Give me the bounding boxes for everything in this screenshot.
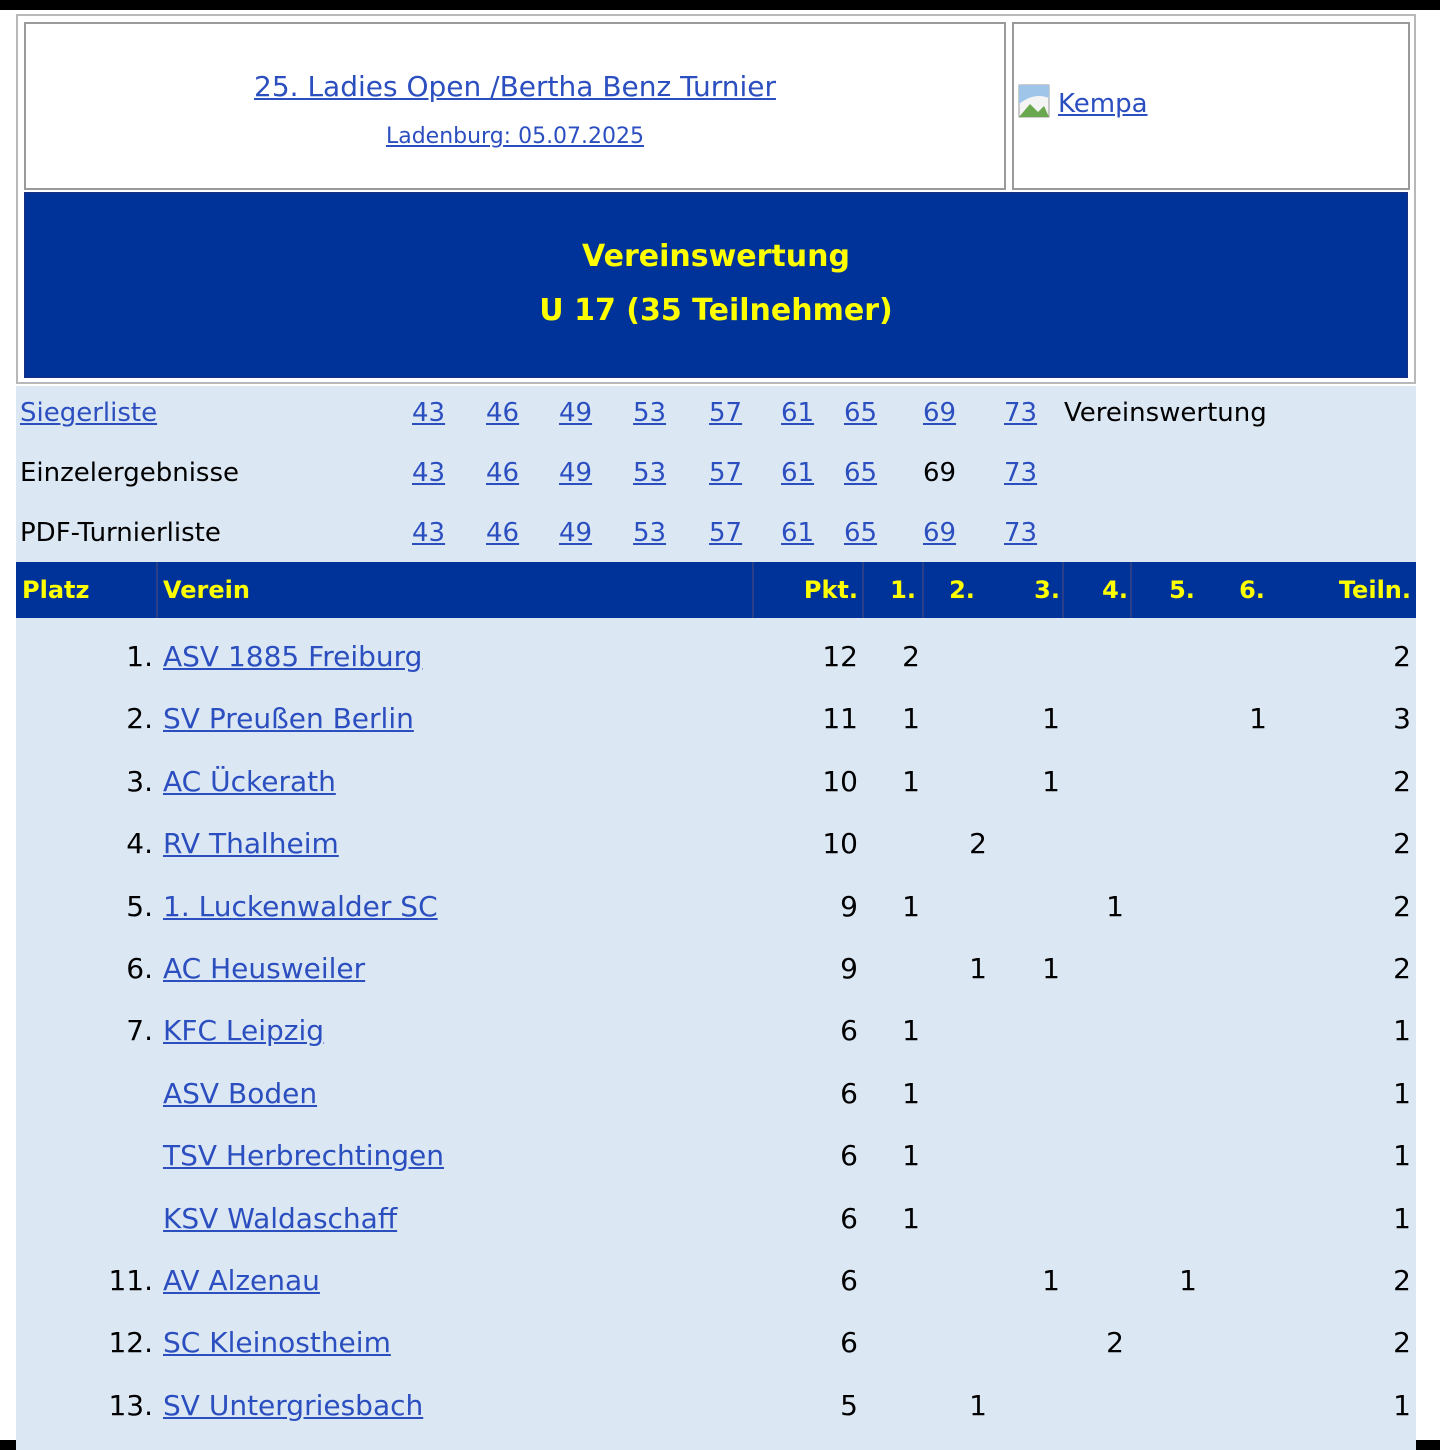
nav-row bbox=[16, 386, 1416, 442]
weight-class-link[interactable]: 46 bbox=[486, 458, 520, 488]
weight-class-link[interactable]: 61 bbox=[781, 518, 815, 548]
place-6-count bbox=[1232, 751, 1284, 813]
weight-class-link[interactable]: 61 bbox=[781, 458, 815, 488]
points-cell: 6 bbox=[840, 1326, 858, 1360]
table-row bbox=[16, 938, 1416, 1000]
place-5-count bbox=[1162, 876, 1214, 938]
place-2-count: 1 bbox=[969, 952, 987, 985]
nav-row-label: PDF-Turnierliste bbox=[20, 518, 221, 548]
place-cell: 6. bbox=[126, 952, 153, 985]
header-divider bbox=[752, 562, 754, 618]
results-table bbox=[16, 618, 1416, 1450]
table-row bbox=[16, 813, 1416, 875]
weight-class-link[interactable]: 57 bbox=[709, 398, 743, 428]
place-2-count bbox=[952, 876, 1004, 938]
weight-class-link[interactable]: 73 bbox=[1004, 398, 1038, 428]
table-row bbox=[16, 876, 1416, 938]
weight-class-link[interactable]: 65 bbox=[844, 398, 878, 428]
participants-count: 1 bbox=[1393, 1014, 1411, 1048]
banner-category: U 17 (35 Teilnehmer) bbox=[539, 293, 893, 328]
place-4-count bbox=[1086, 813, 1144, 875]
place-cell: 7. bbox=[126, 1014, 153, 1048]
weight-class-link[interactable]: 65 bbox=[844, 458, 878, 488]
weight-class-link[interactable]: 65 bbox=[844, 518, 878, 548]
club-link[interactable]: ASV 1885 Freiburg bbox=[163, 640, 423, 673]
place-6-count bbox=[1232, 1063, 1284, 1125]
place-6-count bbox=[1232, 938, 1284, 1000]
current-view-label: Vereinswertung bbox=[1064, 398, 1267, 428]
header-divider bbox=[922, 562, 924, 618]
place-2-count bbox=[952, 1063, 1004, 1125]
place-6-count bbox=[1232, 626, 1284, 688]
place-4-count bbox=[1086, 1063, 1144, 1125]
place-cell: 12. bbox=[108, 1326, 153, 1360]
points-cell: 9 bbox=[840, 952, 858, 985]
place-6-count bbox=[1232, 1188, 1284, 1250]
place-5-count bbox=[1162, 626, 1214, 688]
place-cell: 2. bbox=[126, 702, 153, 736]
table-row bbox=[16, 751, 1416, 813]
tournament-title-link[interactable]: 25. Ladies Open /Bertha Benz Turnier bbox=[254, 70, 776, 103]
table-row bbox=[16, 1000, 1416, 1062]
weight-class-link[interactable]: 53 bbox=[633, 458, 667, 488]
points-cell: 10 bbox=[822, 827, 858, 861]
place-2-count bbox=[952, 751, 1004, 813]
place-1-count bbox=[872, 813, 920, 875]
place-5-count bbox=[1162, 688, 1214, 750]
col-place-2: 2. bbox=[949, 576, 975, 604]
participants-count: 2 bbox=[1393, 827, 1411, 861]
weight-class-link[interactable]: 69 bbox=[923, 518, 957, 548]
place-4-count bbox=[1086, 938, 1144, 1000]
place-1-count: 2 bbox=[902, 640, 920, 673]
place-5-count bbox=[1162, 1188, 1214, 1250]
place-4-count bbox=[1086, 688, 1144, 750]
place-6-count bbox=[1232, 813, 1284, 875]
col-verein: Verein bbox=[163, 576, 250, 604]
points-cell: 12 bbox=[822, 640, 858, 673]
club-link[interactable]: SC Kleinostheim bbox=[163, 1326, 391, 1360]
participants-count: 1 bbox=[1393, 1139, 1411, 1173]
place-2-count bbox=[952, 1188, 1004, 1250]
place-cell bbox=[16, 1063, 153, 1125]
place-2-count bbox=[952, 688, 1004, 750]
table-row bbox=[16, 1375, 1416, 1437]
col-place-6: 6. bbox=[1239, 576, 1265, 604]
header-divider bbox=[1130, 562, 1132, 618]
place-3-count bbox=[1016, 813, 1060, 875]
place-5-count bbox=[1162, 938, 1214, 1000]
kempa-logo-alt: Kempa bbox=[1058, 89, 1148, 119]
col-pkt: Pkt. bbox=[803, 576, 858, 604]
place-4-count bbox=[1086, 626, 1144, 688]
club-link[interactable]: KFC Leipzig bbox=[163, 1014, 325, 1048]
points-cell: 9 bbox=[840, 889, 858, 923]
broken-image-icon bbox=[1018, 84, 1056, 124]
points-cell: 10 bbox=[822, 764, 858, 798]
place-cell: 11. bbox=[108, 1264, 153, 1297]
table-row bbox=[16, 1063, 1416, 1125]
title-cell bbox=[24, 22, 1006, 190]
header-table bbox=[16, 14, 1416, 384]
place-4-count bbox=[1086, 1250, 1144, 1312]
club-link[interactable]: AC Ückerath bbox=[163, 764, 336, 798]
club-link[interactable]: KSV Waldaschaff bbox=[163, 1201, 398, 1235]
club-link[interactable]: AV Alzenau bbox=[163, 1264, 320, 1297]
place-5-count: 1 bbox=[1179, 1264, 1197, 1297]
place-3-count bbox=[1016, 626, 1060, 688]
participants-count: 1 bbox=[1393, 1076, 1411, 1110]
place-5-count bbox=[1162, 1000, 1214, 1062]
points-cell: 6 bbox=[840, 1139, 858, 1173]
participants-count: 2 bbox=[1393, 764, 1411, 798]
place-5-count bbox=[1162, 1375, 1214, 1437]
club-link[interactable]: SV Untergriesbach bbox=[163, 1388, 424, 1422]
club-link[interactable]: ASV Boden bbox=[163, 1076, 318, 1110]
points-cell: 6 bbox=[840, 1076, 858, 1110]
participants-count: 2 bbox=[1393, 640, 1411, 673]
page bbox=[0, 10, 1440, 1440]
place-cell: 1. bbox=[126, 640, 153, 673]
place-1-count bbox=[872, 1375, 920, 1437]
place-3-count bbox=[1016, 876, 1060, 938]
points-cell: 11 bbox=[822, 702, 858, 736]
weight-class-link[interactable]: 69 bbox=[923, 398, 957, 428]
col-place-5: 5. bbox=[1169, 576, 1195, 604]
weight-class-link[interactable]: 53 bbox=[633, 398, 667, 428]
nav-row-label[interactable]: Siegerliste bbox=[20, 398, 158, 428]
club-link[interactable]: 1. Luckenwalder SC bbox=[163, 889, 438, 923]
participants-count: 2 bbox=[1393, 952, 1411, 985]
place-cell bbox=[16, 1188, 153, 1250]
place-3-count: 1 bbox=[1042, 764, 1060, 798]
weight-class-link[interactable]: 46 bbox=[486, 518, 520, 548]
place-2-count bbox=[952, 626, 1004, 688]
place-5-count bbox=[1162, 1063, 1214, 1125]
place-4-count: 2 bbox=[1106, 1326, 1124, 1360]
place-1-count: 1 bbox=[902, 1201, 920, 1235]
header-divider bbox=[156, 562, 158, 618]
club-link[interactable]: AC Heusweiler bbox=[163, 952, 366, 985]
participants-count: 2 bbox=[1393, 1326, 1411, 1360]
place-2-count bbox=[952, 1250, 1004, 1312]
place-6-count bbox=[1232, 876, 1284, 938]
place-cell: 4. bbox=[126, 827, 153, 861]
weight-class-link[interactable]: 73 bbox=[1004, 458, 1038, 488]
place-3-count bbox=[1016, 1000, 1060, 1062]
place-4-count bbox=[1086, 751, 1144, 813]
club-link[interactable]: RV Thalheim bbox=[163, 827, 339, 861]
place-3-count: 1 bbox=[1042, 952, 1060, 985]
nav-row bbox=[16, 506, 1416, 562]
place-1-count bbox=[872, 1312, 920, 1374]
place-cell: 3. bbox=[126, 764, 153, 798]
kempa-logo-link[interactable] bbox=[1018, 84, 1148, 124]
place-1-count bbox=[872, 1250, 920, 1312]
place-6-count bbox=[1232, 1312, 1284, 1374]
weight-class-link: 69 bbox=[923, 458, 957, 488]
place-4-count bbox=[1086, 1188, 1144, 1250]
place-5-count bbox=[1162, 813, 1214, 875]
place-3-count bbox=[1016, 1125, 1060, 1187]
weight-class-link[interactable]: 57 bbox=[709, 518, 743, 548]
place-6-count bbox=[1232, 1000, 1284, 1062]
points-cell: 6 bbox=[840, 1201, 858, 1235]
col-teilnehmer: Teiln. bbox=[1338, 576, 1411, 604]
points-cell: 6 bbox=[840, 1264, 858, 1297]
table-row bbox=[16, 1312, 1416, 1374]
place-2-count bbox=[952, 1125, 1004, 1187]
club-link[interactable]: TSV Herbrechtingen bbox=[163, 1139, 445, 1173]
place-cell bbox=[16, 1125, 153, 1187]
points-cell: 5 bbox=[840, 1388, 858, 1422]
weight-class-link[interactable]: 49 bbox=[559, 398, 593, 428]
logo-cell bbox=[1012, 22, 1410, 190]
place-1-count: 1 bbox=[902, 702, 920, 736]
place-3-count bbox=[1016, 1063, 1060, 1125]
place-2-count bbox=[952, 1000, 1004, 1062]
weight-class-link[interactable]: 53 bbox=[633, 518, 667, 548]
weight-class-link[interactable]: 49 bbox=[559, 458, 593, 488]
table-row bbox=[16, 626, 1416, 688]
place-6-count bbox=[1232, 1125, 1284, 1187]
place-3-count: 1 bbox=[1042, 702, 1060, 736]
place-1-count: 1 bbox=[902, 764, 920, 798]
place-2-count bbox=[952, 1312, 1004, 1374]
col-platz: Platz bbox=[22, 576, 90, 604]
place-2-count: 1 bbox=[969, 1388, 987, 1422]
place-5-count bbox=[1162, 751, 1214, 813]
weight-class-link[interactable]: 73 bbox=[1004, 518, 1038, 548]
col-place-1: 1. bbox=[890, 576, 916, 604]
place-4-count bbox=[1086, 1125, 1144, 1187]
table-row bbox=[16, 1125, 1416, 1187]
header-divider bbox=[862, 562, 864, 618]
table-row bbox=[16, 1188, 1416, 1250]
place-5-count bbox=[1162, 1125, 1214, 1187]
weight-class-link[interactable]: 43 bbox=[412, 398, 446, 428]
participants-count: 2 bbox=[1393, 1264, 1411, 1297]
place-4-count bbox=[1086, 1000, 1144, 1062]
weight-class-link[interactable]: 61 bbox=[781, 398, 815, 428]
weight-class-link[interactable]: 43 bbox=[412, 458, 446, 488]
table-row bbox=[16, 1250, 1416, 1312]
header-divider bbox=[1062, 562, 1064, 618]
club-link[interactable]: SV Preußen Berlin bbox=[163, 702, 414, 736]
place-1-count: 1 bbox=[902, 1014, 920, 1048]
weight-class-link[interactable]: 57 bbox=[709, 458, 743, 488]
nav-row bbox=[16, 446, 1416, 502]
place-1-count: 1 bbox=[902, 1139, 920, 1173]
place-4-count: 1 bbox=[1106, 889, 1124, 923]
weight-class-link[interactable]: 49 bbox=[559, 518, 593, 548]
place-2-count: 2 bbox=[969, 827, 987, 861]
place-3-count bbox=[1016, 1375, 1060, 1437]
place-cell: 5. bbox=[126, 889, 153, 923]
place-cell: 13. bbox=[108, 1388, 153, 1422]
participants-count: 1 bbox=[1393, 1388, 1411, 1422]
table-header bbox=[16, 562, 1416, 618]
place-6-count bbox=[1232, 1375, 1284, 1437]
weight-class-link[interactable]: 43 bbox=[412, 518, 446, 548]
points-cell: 6 bbox=[840, 1014, 858, 1048]
banner-title: Vereinswertung bbox=[582, 239, 850, 274]
nav-row-label: Einzelergebnisse bbox=[20, 458, 240, 488]
participants-count: 3 bbox=[1393, 702, 1411, 736]
place-4-count bbox=[1086, 1375, 1144, 1437]
place-1-count bbox=[872, 938, 920, 1000]
participants-count: 2 bbox=[1393, 889, 1411, 923]
col-place-4: 4. bbox=[1102, 576, 1128, 604]
place-3-count bbox=[1016, 1188, 1060, 1250]
participants-count: 1 bbox=[1393, 1201, 1411, 1235]
tournament-date-link[interactable]: Ladenburg: 05.07.2025 bbox=[385, 124, 645, 149]
place-6-count: 1 bbox=[1249, 702, 1267, 736]
place-6-count bbox=[1232, 1250, 1284, 1312]
place-5-count bbox=[1162, 1312, 1214, 1374]
table-row bbox=[16, 688, 1416, 750]
place-3-count: 1 bbox=[1042, 1264, 1060, 1297]
place-1-count: 1 bbox=[902, 889, 920, 923]
place-3-count bbox=[1016, 1312, 1060, 1374]
page-banner bbox=[24, 192, 1408, 378]
place-1-count: 1 bbox=[902, 1076, 920, 1110]
nav-area bbox=[16, 386, 1416, 562]
col-place-3: 3. bbox=[1034, 576, 1060, 604]
weight-class-link[interactable]: 46 bbox=[486, 398, 520, 428]
